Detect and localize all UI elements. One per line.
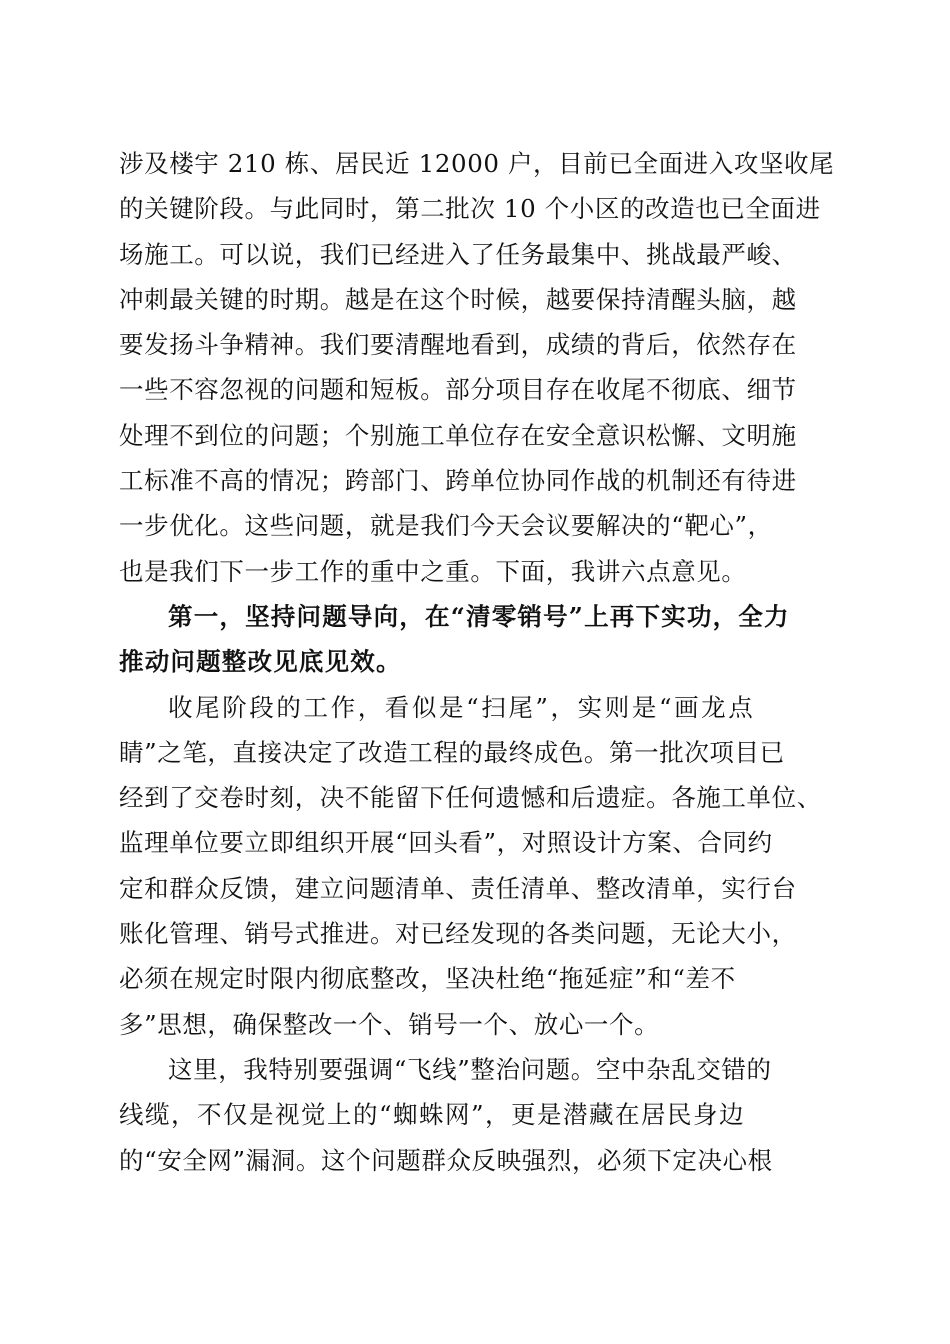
paragraph-line: 监理单位要立即组织开展“回头看”，对照设计方案、合同约 (119, 828, 773, 858)
paragraph-line: 线缆，不仅是视觉上的“蜘蛛网”，更是潜藏在居民身边 (119, 1100, 746, 1130)
paragraph-line: 必须在规定时限内彻底整改，坚决杜绝“拖延症”和“差不 (119, 964, 736, 994)
paragraph-line: 场施工。可以说，我们已经进入了任务最集中、挑战最严峻、 (119, 239, 797, 269)
paragraph-line: 多”思想，确保整改一个、销号一个、放心一个。 (119, 1009, 660, 1039)
paragraph-line: 一步优化。这些问题，就是我们今天会议要解决的“靶心”， (119, 511, 773, 541)
paragraph-line: 睛”之笔，直接决定了改造工程的最终成色。第一批次项目已 (119, 737, 785, 767)
paragraph-line: 冲刺最关键的时期。越是在这个时候，越要保持清醒头脑，越 (119, 284, 797, 314)
section-heading-line: 第一，坚持问题导向，在“清零销号”上再下实功，全力 (168, 601, 790, 631)
paragraph-line: 处理不到位的问题；个别施工单位存在安全意识松懈、文明施 (119, 420, 797, 450)
paragraph-line: 这里，我特别要强调“飞线”整治问题。空中杂乱交错的 (168, 1054, 772, 1084)
paragraph-line: 涉及楼宇 210 栋、居民近 12000 户，目前已全面进入攻坚收尾 (119, 149, 835, 178)
section-heading-line: 推动问题整改见底见效。 (119, 647, 402, 677)
paragraph-line: 账化管理、销号式推进。对已经发现的各类问题，无论大小， (119, 919, 797, 949)
paragraph-line: 也是我们下一步工作的重中之重。下面，我讲六点意见。 (119, 556, 747, 586)
paragraph-line: 要发扬斗争精神。我们要清醒地看到，成绩的背后，依然存在 (119, 330, 797, 360)
paragraph-line: 经到了交卷时刻，决不能留下任何遗憾和后遗症。各施工单位、 (119, 783, 822, 813)
paragraph-line: 工标准不高的情况；跨部门、跨单位协同作战的机制还有待进 (119, 466, 797, 496)
paragraph-line: 的关键阶段。与此同时，第二批次 10 个小区的改造也已全面进 (119, 194, 821, 224)
document-body (119, 141, 839, 1183)
paragraph-line: 收尾阶段的工作，看似是“扫尾”，实则是“画龙点 (168, 692, 756, 722)
paragraph-line: 的“安全网”漏洞。这个问题群众反映强烈，必须下定决心根 (119, 1145, 773, 1175)
paragraph-line: 定和群众反馈，建立问题清单、责任清单、整改清单，实行台 (119, 873, 797, 903)
paragraph-line: 一些不容忽视的问题和短板。部分项目存在收尾不彻底、细节 (119, 375, 797, 405)
